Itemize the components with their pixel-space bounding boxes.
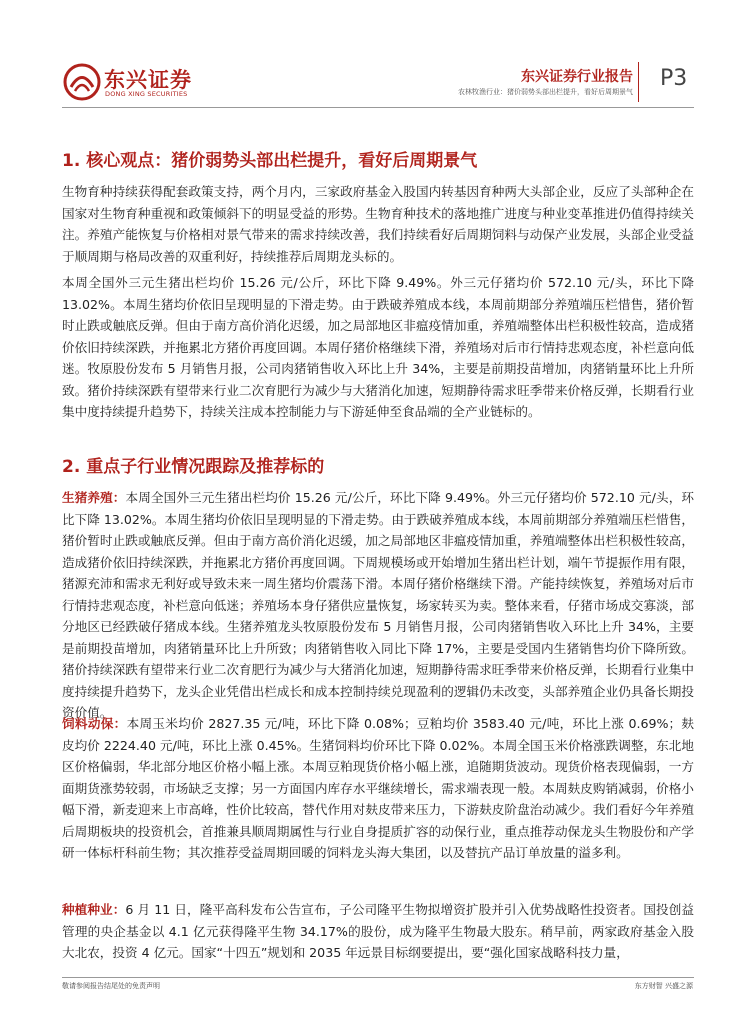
paragraph-body: 本周玉米均价 2827.35 元/吨，环比下降 0.08%；豆粕均价 3583.40 元/吨，环比上涨 0.69%；麸皮均价 2224.40 元/吨，环比上涨 0.45%。生猪饲料均价环比下降 0.02%。本周全国玉米价格涨跌调整，东北地区价格偏弱，华北部分地区价格小幅上涨。本周豆粕现货价格小幅上涨，追随期货波动。现货价格表现偏弱，一方面期货涨势较弱，市场缺乏支撑；另一方面国内库存水平继续增长，需求端表现一般。本周麸皮购销减弱，价格小幅下滑，新麦迎来上市高峰，性价比较高，替代作用对麸皮带来压力，下游麸皮阶盘治动减少。我们看好今年养殖后周期板块的投资机会，首推兼具顺周期属性与行业自身提质扩容的动保行业，重点推荐动保龙头生物股份和产学研一体标杆科前生物；其次推荐受益周期回暖的饲料龙头海大集团，以及替抗产品订单放量的溢多利。 <box>62 716 695 860</box>
footer-rule <box>62 977 694 978</box>
page-number: P3 <box>660 66 688 91</box>
header-divider <box>638 62 639 102</box>
paragraph-lead: 种植种业： <box>62 902 126 917</box>
section-heading-1: 1. 核心观点：猪价弱势头部出栏提升，看好后周期景气 <box>62 151 478 171</box>
paragraph-feed-animal-health <box>62 713 694 864</box>
header-rule <box>62 107 694 108</box>
footer-disclaimer: 敬请参阅报告结尾处的免责声明 <box>62 982 160 990</box>
company-logo <box>62 62 192 102</box>
page-header <box>0 0 755 110</box>
logo-text-cn: 东兴证券 <box>104 68 192 92</box>
section-heading-2: 2. 重点子行业情况跟踪及推荐标的 <box>62 457 325 477</box>
report-title: 东兴证券行业报告 <box>521 69 633 85</box>
logo-mark-icon <box>62 62 102 102</box>
paragraph-core-view-2: 本周全国外三元生猪出栏均价 15.26 元/公斤，环比下降 9.49%。外三元仔猪均价 572.10 元/头，环比下降 13.02%。本周生猪均价依旧呈现明显的下滑走势。由于跌破养殖成本线，本周前期部分养殖端压栏惜售，猪价暂时止跌或触底反弹。但由于南方高价消化迟缓，加之局部地区非瘟疫情加重，养殖端整体出栏积极性较高，造成猪价依旧持续深跌，并拖累北方猪价再度回调。本周仔猪价格继续下滑，养殖场对后市行情持悲观态度，补栏意向低迷。牧原股份发布 5 月销售月报，公司肉猪销售收入环比上升 34%，主要是前期投苗增加，肉猪销量环比上升所致。猪价持续深跌有望带来行业二次育肥行为减少与大猪消化加速，短期静待需求旺季带来价格反弹，长期看行业集中度持续提升趋势下，持续关注成本控制能力与下游延伸至食品端的全产业链标的。 <box>62 275 694 419</box>
report-subtitle: 农林牧渔行业：猪价弱势头部出栏提升，看好后周期景气 <box>458 88 633 96</box>
paragraph-seed-industry <box>62 899 694 964</box>
paragraph-hog-farming <box>62 487 694 724</box>
paragraph-lead: 饲料动保： <box>62 716 127 731</box>
paragraph-body: 本周全国外三元生猪出栏均价 15.26 元/公斤，环比下降 9.49%。外三元仔猪均价 572.10 元/头，环比下降 13.02%。本周生猪均价依旧呈现明显的下滑走势。由于跌破养殖成本线，本周前期部分养殖端压栏惜售，猪价暂时止跌或触底反弹。但由于南方高价消化迟缓，加之局部地区非瘟疫情加重，养殖端整体出栏积极性较高，造成猪价依旧持续深跌，并拖累北方猪价再度回调。下周规模场或开始增加生猪出栏计划，端午节提振作用有限，猪源充沛和需求无利好或导致未来一周生猪均价震荡下滑。本周仔猪价格继续下滑。产能持续恢复，养殖场对后市行情持悲观态度，补栏意向低迷；养殖场本身仔猪供应量恢复，场家转买为卖。整体来看，仔猪市场成交寡淡，部分地区已经跌破仔猪成本线。生猪养殖龙头牧原股份发布 5 月销售月报，公司肉猪销售收入环比上升 34%，主要是前期投苗增加，肉猪销量环比上升所致；肉猪销售收入同比下降 17%，主要是受国内生猪销售均价下降所致。猪价持续深跌有望带来行业二次育肥行为减少与大猪消化加速，短期静待需求旺季带来价格反弹，长期看行业集中度持续提升趋势下，龙头企业凭借出栏成长和成本控制持续兑现盈利的逻辑仍未改变，头部养殖企业仍具备长期投资价值。 <box>62 490 695 720</box>
footer-slogan: 东方财智 兴盛之源 <box>634 982 693 990</box>
paragraph-core-view-1: 生物育种持续获得配套政策支持，两个月内，三家政府基金入股国内转基因育种两大头部企业，反应了头部种企在国家对生物育种重视和政策倾斜下的明显受益的形势。生物育种技术的落地推广进度与种业变革推进仍值得持续关注。养殖产能恢复与价格相对景气带来的需求持续改善，我们持续看好后周期饲料与动保产业发展，头部企业受益于顺周期与格局改善的双重利好，持续推荐后周期龙头标的。 <box>62 184 694 264</box>
logo-text-en: DONG XING SECURITIES <box>105 90 188 98</box>
paragraph-body: 6 月 11 日，隆平高科发布公告宣布，子公司隆平生物拟增资扩股并引入优势战略性投资者。国投创益管理的央企基金以 4.1 亿元获得隆平生物 34.17%的股份，成为隆平生物最大股东。稍早前，两家政府基金入股大北农，投资 4 亿元。国家“十四五”规划和 2035 年远景目标纲要提出，要“强化国家战略科技力量， <box>62 902 694 960</box>
paragraph-lead: 生猪养殖： <box>62 490 126 505</box>
